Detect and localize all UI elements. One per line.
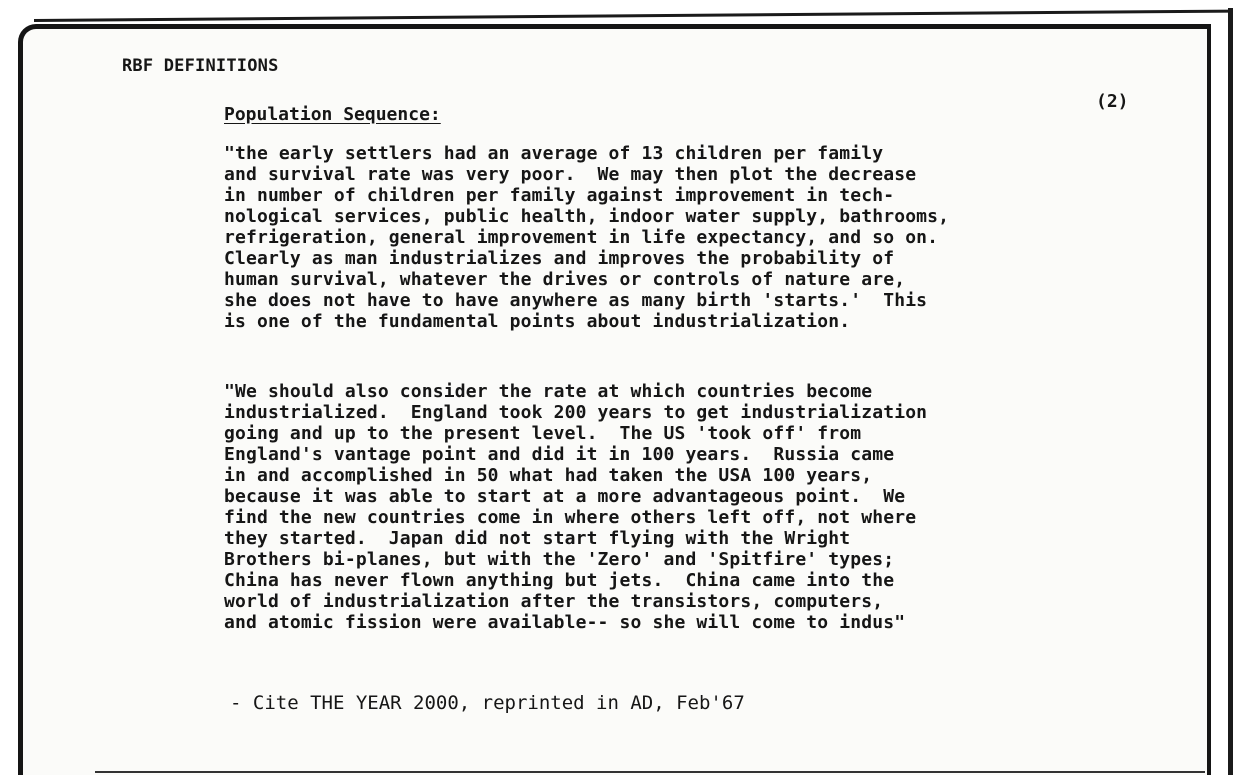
text-line: and atomic fission were available-- so she will come to indus" — [224, 612, 906, 633]
section-title: Population Sequence: — [224, 104, 441, 125]
text-line: in and accomplished in 50 what had taken the USA 100 years, — [224, 465, 873, 486]
citation: - Cite THE YEAR 2000, reprinted in AD, Feb'67 — [230, 692, 745, 714]
text-line: and survival rate was very poor. We may then plot the decrease — [224, 164, 917, 185]
page-right-border — [1228, 8, 1233, 775]
text-line: is one of the fundamental points about industrialization. — [224, 311, 851, 332]
text-line: in number of children per family against improvement in tech- — [224, 185, 895, 206]
text-line: industrialized. England took 200 years to get industrialization — [224, 402, 928, 423]
text-line: England's vantage point and did it in 100 years. Russia came — [224, 444, 895, 465]
paragraph-1 — [224, 143, 949, 332]
text-line: Brothers bi-planes, but with the 'Zero' and 'Spitfire' types; — [224, 549, 895, 570]
document-header: RBF DEFINITIONS — [122, 56, 279, 76]
text-line: "We should also consider the rate at which countries become — [224, 381, 873, 402]
text-line: refrigeration, general improvement in life expectancy, and so on. — [224, 227, 939, 248]
text-line: "the early settlers had an average of 13 children per family — [224, 143, 884, 164]
text-line: find the new countries come in where others left off, not where — [224, 507, 917, 528]
page-bottom-line — [95, 771, 1205, 773]
page-top-border — [34, 10, 1233, 22]
text-line: because it was able to start at a more advantageous point. We — [224, 486, 906, 507]
text-line: human survival, whatever the drives or controls of nature are, — [224, 269, 906, 290]
text-line: Clearly as man industrializes and improves the probability of — [224, 248, 895, 269]
text-line: going and up to the present level. The US 'took off' from — [224, 423, 862, 444]
page-number: (2) — [1096, 91, 1129, 112]
text-line: world of industrialization after the transistors, computers, — [224, 591, 884, 612]
text-line: nological services, public health, indoor water supply, bathrooms, — [224, 206, 950, 227]
text-line: she does not have to have anywhere as many birth 'starts.' This — [224, 290, 928, 311]
paragraph-2 — [224, 381, 927, 633]
text-line: China has never flown anything but jets. China came into the — [224, 570, 895, 591]
text-line: they started. Japan did not start flying with the Wright — [224, 528, 851, 549]
